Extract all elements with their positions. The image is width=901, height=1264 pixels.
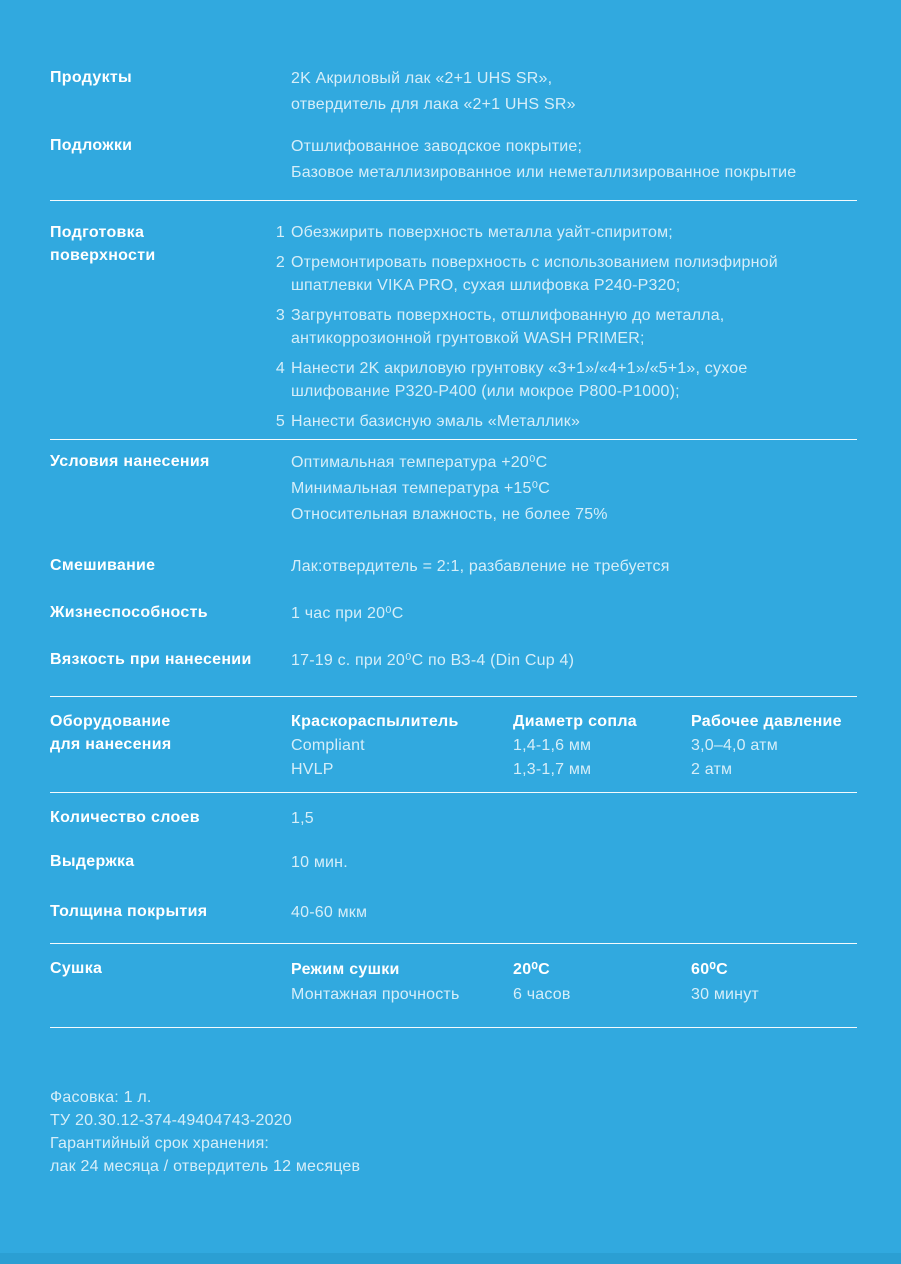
col-header-nozzle-diameter: Диаметр сопла [513, 713, 638, 730]
step-number: 2 [275, 254, 285, 271]
layers-label: Количество слоев [50, 809, 200, 826]
flash-off-label: Выдержка [50, 853, 135, 870]
cell-gun-type: HVLP [291, 761, 334, 778]
equipment-header-row [291, 710, 857, 734]
row-application-conditions [50, 450, 857, 528]
substrates-label: Подложки [50, 137, 133, 154]
thickness-label: Толщина покрытия [50, 903, 208, 920]
drying-mode-header: Режим сушки [291, 961, 400, 978]
drying-temp2-value: 30 минут [691, 986, 759, 1003]
cell-nozzle: 1,4-1,6 мм [513, 737, 592, 754]
prep-step [275, 251, 851, 297]
prep-step [275, 410, 851, 433]
divider [50, 792, 857, 793]
step-number: 4 [275, 360, 285, 377]
pot-life-text: 1 час при 20⁰C [291, 605, 404, 622]
step-text: Нанести базисную эмаль «Металлик» [291, 413, 581, 430]
footer-info [0, 1086, 901, 1178]
cell-pressure: 3,0–4,0 атм [691, 737, 778, 754]
divider [50, 696, 857, 697]
products-value [291, 66, 857, 118]
row-flash-off [50, 850, 857, 876]
substrates-line-1: Отшлифованное заводское покрытие; [291, 138, 583, 155]
divider [50, 439, 857, 440]
step-text: Нанести 2K акриловую грунтовку «3+1»/«4+1»/«5+1», сухое шлифование P320-P400 (или мокрое P800-P1000); [291, 360, 748, 400]
row-equipment [50, 710, 857, 782]
pot-life-value [291, 601, 857, 627]
drying-table [291, 957, 857, 1007]
row-layers [50, 806, 857, 832]
prep-step [275, 221, 851, 244]
conditions-label: Условия нанесения [50, 453, 210, 470]
drying-value-row [291, 982, 857, 1007]
bottom-accent-strip [0, 1253, 901, 1264]
surface-prep-label [50, 221, 291, 267]
cell-pressure: 2 атм [691, 761, 733, 778]
mixing-text: Лак:отвердитель = 2:1, разбавление не требуется [291, 558, 670, 575]
surface-prep-label-line-1: Подготовка [50, 224, 145, 241]
viscosity-value [291, 648, 857, 674]
row-viscosity [50, 648, 857, 674]
conditions-value [291, 450, 857, 528]
viscosity-text: 17-19 с. при 20⁰C по ВЗ-4 (Din Cup 4) [291, 652, 575, 669]
drying-label: Сушка [50, 960, 103, 977]
equipment-label-line-1: Оборудование [50, 713, 171, 730]
thickness-value [291, 900, 857, 926]
row-surface-prep [50, 221, 857, 433]
col-header-working-pressure: Рабочее давление [691, 713, 842, 730]
divider [50, 943, 857, 944]
divider [50, 200, 857, 201]
equipment-row-compliant [291, 734, 857, 758]
cell-nozzle: 1,3-1,7 мм [513, 761, 592, 778]
row-pot-life [50, 601, 857, 627]
equipment-label [50, 710, 291, 756]
row-drying [50, 957, 857, 1007]
prep-step [275, 304, 851, 350]
flash-off-value [291, 850, 857, 876]
conditions-line-3: Относительная влажность, не более 75% [291, 506, 608, 523]
prep-step [275, 357, 851, 403]
mixing-value [291, 554, 857, 580]
flash-off-text: 10 мин. [291, 854, 348, 871]
step-number: 5 [275, 413, 285, 430]
pot-life-label: Жизнеспособность [50, 604, 208, 621]
surface-prep-steps [275, 221, 851, 433]
viscosity-label: Вязкость при нанесении [50, 651, 252, 668]
col-header-spray-gun: Краскораспылитель [291, 713, 459, 730]
step-text: Обезжирить поверхность металла уайт-спиритом; [291, 224, 673, 241]
footer-shelf-life-values: лак 24 месяца / отвердитель 12 месяцев [50, 1158, 361, 1175]
surface-prep-label-line-2: поверхности [50, 247, 156, 264]
layers-text: 1,5 [291, 810, 314, 827]
substrates-value [291, 134, 857, 186]
equipment-row-hvlp [291, 758, 857, 782]
mixing-label: Смешивание [50, 557, 156, 574]
cell-gun-type: Compliant [291, 737, 365, 754]
step-text: Отремонтировать поверхность с использованием полиэфирной шпатлевки VIKA PRO, сухая шлифовка P240-P320; [291, 254, 778, 294]
drying-temp1-header: 20⁰C [513, 961, 550, 978]
equipment-label-line-2: для нанесения [50, 736, 172, 753]
layers-value [291, 806, 857, 832]
substrates-line-2: Базовое металлизированное или неметаллизированное покрытие [291, 164, 797, 181]
products-line-2: отвердитель для лака «2+1 UHS SR» [291, 96, 576, 113]
drying-temp1-value: 6 часов [513, 986, 571, 1003]
row-products [50, 66, 857, 118]
drying-mode-name: Монтажная прочность [291, 986, 460, 1003]
drying-temp2-header: 60⁰C [691, 961, 728, 978]
footer-shelf-life-title: Гарантийный срок хранения: [50, 1135, 270, 1152]
step-number: 1 [275, 224, 285, 241]
thickness-text: 40-60 мкм [291, 904, 368, 921]
step-number: 3 [275, 307, 285, 324]
drying-header-row [291, 957, 857, 982]
products-line-1: 2K Акриловый лак «2+1 UHS SR», [291, 70, 553, 87]
products-label: Продукты [50, 69, 132, 86]
conditions-line-2: Минимальная температура +15⁰C [291, 480, 550, 497]
conditions-line-1: Оптимальная температура +20⁰C [291, 454, 548, 471]
step-text: Загрунтовать поверхность, отшлифованную до металла, антикоррозионной грунтовкой WASH PRIMER; [291, 307, 725, 347]
divider [50, 1027, 857, 1028]
equipment-table [291, 710, 857, 782]
row-thickness [50, 900, 857, 926]
footer-packaging: Фасовка: 1 л. [50, 1089, 152, 1106]
row-substrates [50, 134, 857, 186]
row-mixing [50, 554, 857, 580]
footer-tu-number: ТУ 20.30.12-374-49404743-2020 [50, 1112, 292, 1129]
